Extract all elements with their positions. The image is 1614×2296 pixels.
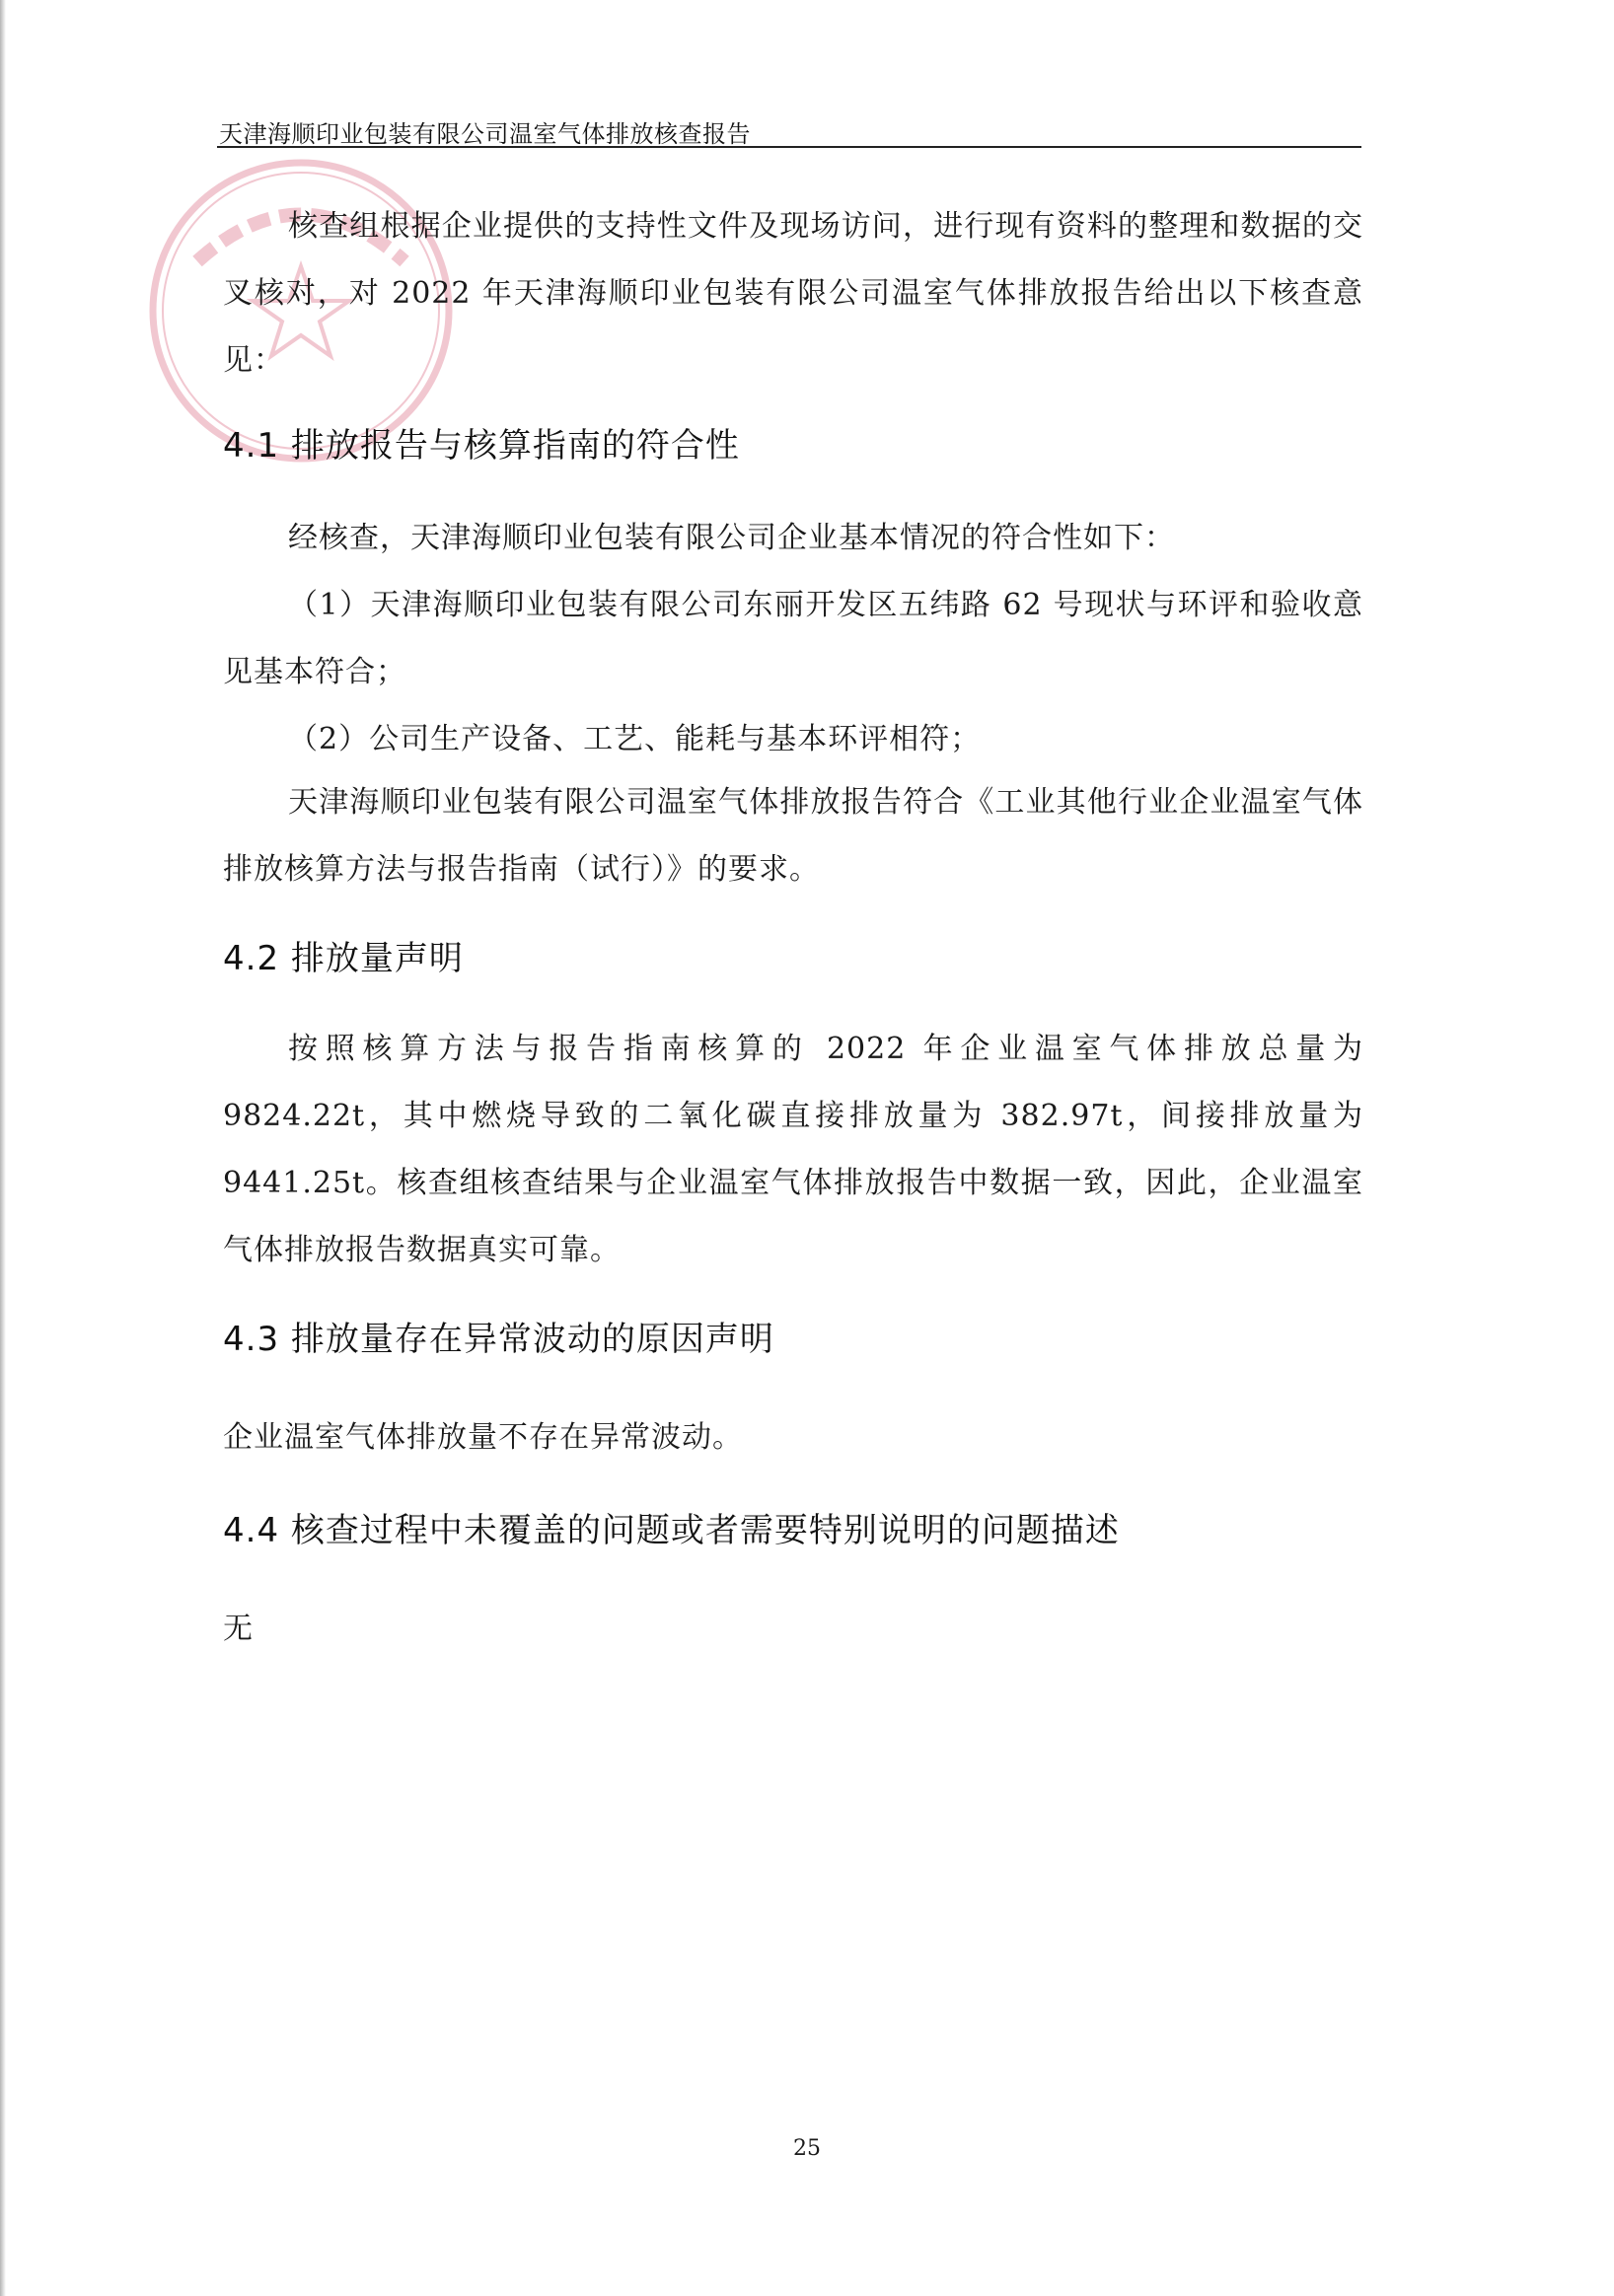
page-number: 25 [793,2136,821,2161]
section-heading-4-1: 4.1 排放报告与核算指南的符合性 [223,426,740,466]
intro-paragraph: 核查组根据企业提供的支持性文件及现场访问，进行现有资料的整理和数据的交叉核对，对 2022 年天津海顺印业包装有限公司温室气体排放报告给出以下核查意见： [223,209,1363,378]
section-4-3-paragraph: 企业温室气体排放量不存在异常波动。 [223,1420,743,1455]
section-heading-4-3: 4.3 排放量存在异常波动的原因声明 [223,1320,774,1359]
section-4-1-paragraph-1: 经核查，天津海顺印业包装有限公司企业基本情况的符合性如下： [288,521,1175,555]
section-heading-4-2: 4.2 排放量声明 [223,939,464,978]
running-header: 天津海顺印业包装有限公司温室气体排放核查报告 [219,120,751,148]
section-4-1-paragraph-2: （1）天津海顺印业包装有限公司东丽开发区五纬路 62 号现状与环评和验收意见基本符合； [223,588,1363,689]
scan-edge [0,0,6,2296]
section-4-2-paragraph: 按照核算方法与报告指南核算的 2022 年企业温室气体排放总量为 9824.22t，其中燃烧导致的二氧化碳直接排放量为 382.97t，间接排放量为 9441.25t。核查组核查结果与企业温室气体排放报告中数据一致，因此，企业温室气体排放报告数据真实可靠。 [223,1032,1363,1267]
section-4-4-paragraph: 无 [223,1612,254,1646]
header-divider [217,146,1361,148]
section-4-1-paragraph-3: （2）公司生产设备、工艺、能耗与基本环评相符； [288,722,982,756]
section-4-1-paragraph-4: 天津海顺印业包装有限公司温室气体排放报告符合《工业其他行业企业温室气体排放核算方法与报告指南（试行）》的要求。 [223,785,1363,887]
section-heading-4-4: 4.4 核查过程中未覆盖的问题或者需要特别说明的问题描述 [223,1511,1120,1550]
